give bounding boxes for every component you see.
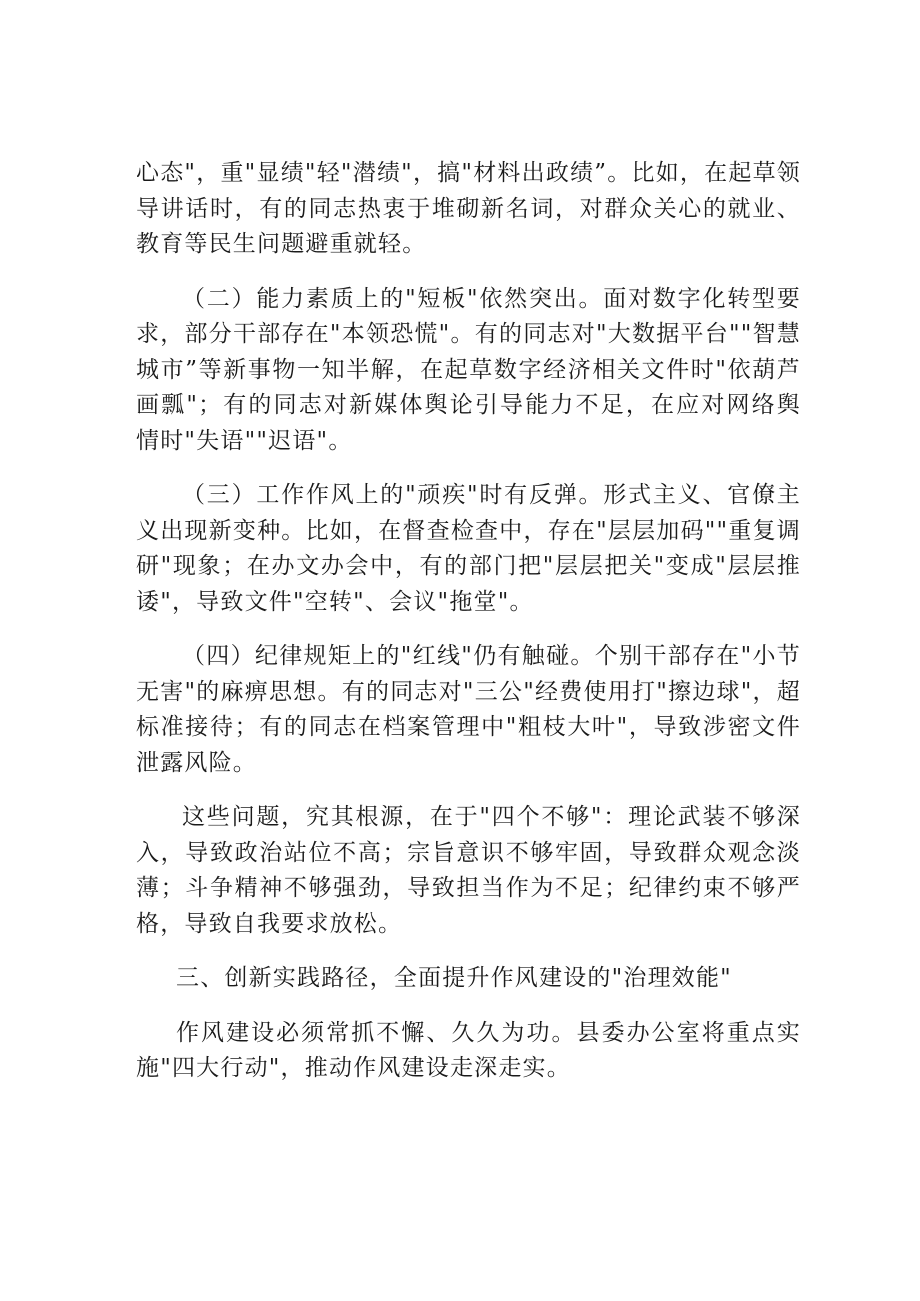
document-body <box>136 156 801 1106</box>
paragraph-four-actions: 作风建设必须常抓不懈、久久为功。县委办公室将重点实施"四大行动"，推动作风建设走深走实。 <box>136 1019 801 1081</box>
paragraph-root-causes: 这些问题，究其根源，在于"四个不够"：理论武装不够深入，导致政治站位不高；宗旨意识不够牢固，导致群众观念淡薄；斗争精神不够强劲，导致担当作为不足；纪律约束不够严格，导致自我要求放松。 <box>136 804 801 937</box>
paragraph-continuation: 心态"，重"显绩"轻"潜绩"，搞"材料出政绩”。比如，在起草领导讲话时，有的同志热衷于堆砌新名词，对群众关心的就业、教育等民生问题避重就轻。 <box>136 160 801 257</box>
paragraph-discipline: （四）纪律规矩上的"红线"仍有触碰。个别干部存在"小节无害"的麻痹思想。有的同志对"三公"经费使用打"擦边球"，超标准接待；有的同志在档案管理中"粗枝大叶"，导致涉密文件泄露风险。 <box>136 643 801 776</box>
paragraph-work-style: （三）工作作风上的"顽疾"时有反弹。形式主义、官僚主义出现新变种。比如，在督查检查中，存在"层层加码""重复调研"现象；在办文办会中，有的部门把"层层把关"变成"层层推诿"，导致文件"空转"、会议"拖堂"。 <box>136 482 801 615</box>
paragraph-ability-shortcoming: （二）能力素质上的"短板"依然突出。面对数字化转型要求，部分干部存在"本领恐慌"。有的同志对"大数据平台""智慧城市”等新事物一知半解，在起草数字经济相关文件时"依葫芦画瓢"；有的同志对新媒体舆论引导能力不足，在应对网络舆情时"失语""迟语"。 <box>136 285 801 454</box>
section-heading-three: 三、创新实践路径，全面提升作风建设的"治理效能" <box>176 965 732 991</box>
